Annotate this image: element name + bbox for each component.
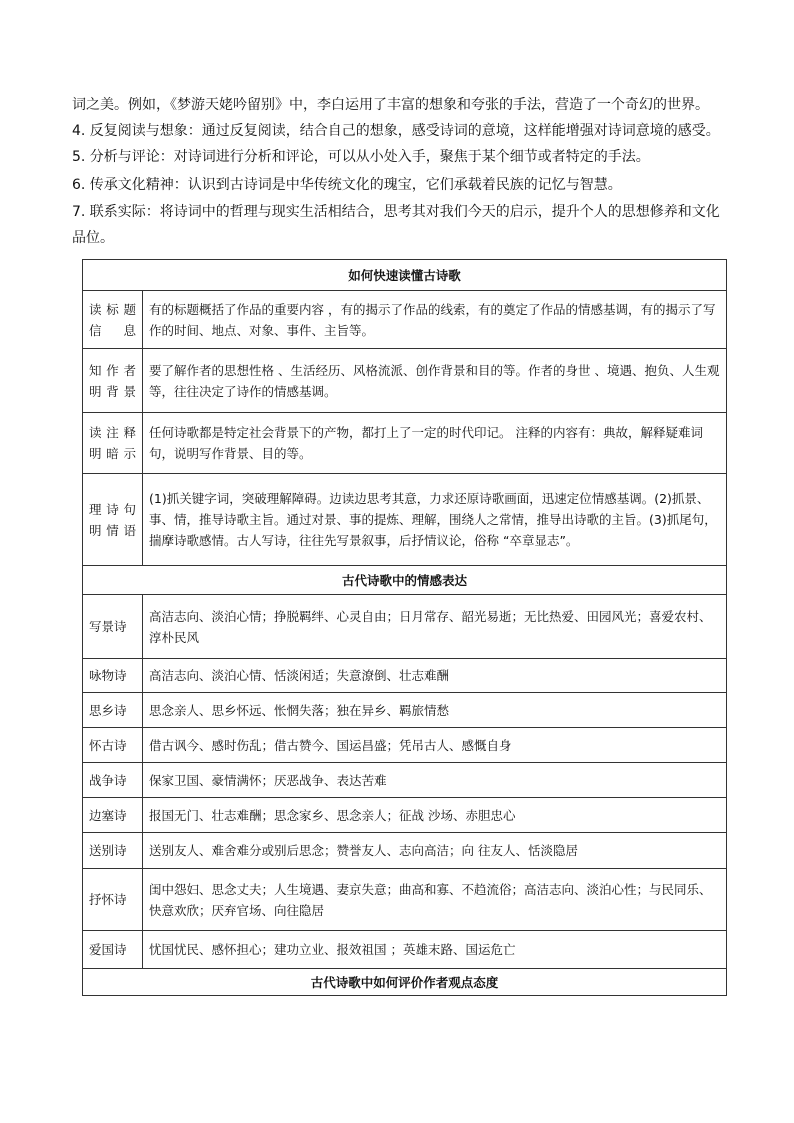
row-label: 抒怀诗 [83,869,143,931]
row-label: 怀古诗 [83,728,143,763]
row-content: 任何诗歌都是特定社会背景下的产物，都打上了一定的时代印记。 注释的内容有：典故，解释疑难词句，说明写作背景、目的等。 [143,413,727,474]
row-content: 要了解作者的思想性格 、生活经历、风格流派、创作背景和目的等。作者的身世 、境遇、抱负、人生观等，往往决定了诗作的情感基调。 [143,349,727,413]
table-row [83,763,727,798]
intro-paragraph: 词之美。例如，《梦游天姥吟留别》中，李白运用了丰富的想象和夸张的手法，营造了一个奇幻的世界。 [72,97,709,113]
row-content: 送别友人、难舍难分或别后思念；赞誉友人、志向高洁；向 往友人、恬淡隐居 [143,833,727,869]
row-content: 忧国忧民、感怀担心；建功立业、报效祖国 ；英雄末路、国运危亡 [143,931,727,969]
table-row [83,798,727,833]
section-title: 古代诗歌中的情感表达 [83,566,727,595]
table-section-header-row [83,566,727,595]
row-label: 写景诗 [83,595,143,659]
table-row [83,728,727,763]
row-content: (1)抓关键字词，突破理解障碍。边读边思考其意，力求还原诗歌画面，迅速定位情感基调。(2)抓景、事、情，推导诗歌主旨。通过对景、事的提炼、理解，围绕人之常情，推导出诗歌的主旨。(3)抓尾句，揣摩诗歌感情。古人写诗，往往先写景叙事，后抒情议论，俗称 “卒章显志”。 [143,474,727,566]
table-row [83,474,727,566]
row-content: 保家卫国、豪情满怀；厌恶战争、表达苦难 [143,763,727,798]
intro-paragraph: 4. 反复阅读与想象：通过反复阅读，结合自己的想象，感受诗词的意境，这样能增强对诗词意境的感受。 [72,123,720,139]
poetry-reading-table [82,259,727,996]
table-row [83,833,727,869]
table-row [83,291,727,349]
row-content: 高洁志向、淡泊心情；挣脱羁绊、心灵自由；日月常存、韶光易逝；无比热爱、田园风光；喜爱农村、淳朴民风 [143,595,727,659]
intro-paragraph: 6. 传承文化精神：认识到古诗词是中华传统文化的瑰宝，它们承载着民族的记忆与智慧。 [72,177,622,193]
row-label: 读注释明暗示 [83,413,143,474]
row-content: 闺中怨妇、思念丈夫；人生境遇、妻京失意；曲高和寡、不趋流俗；高洁志向、淡泊心性；与民同乐、快意欢欣；厌弃官场、向往隐居 [143,869,727,931]
table-section-header-row [83,969,727,996]
table-row [83,931,727,969]
row-label: 知作者明背景 [83,349,143,413]
row-label: 边塞诗 [83,798,143,833]
table-section-header-row [83,260,727,291]
row-label: 咏物诗 [83,659,143,693]
intro-paragraph: 7. 联系实际：将诗词中的哲理与现实生活相结合，思考其对我们今天的启示，提升个人的思想修养和文化品位。 [72,204,720,246]
row-content: 借古讽今、感时伤乱；借古赞今、国运昌盛；凭吊古人、感慨自身 [143,728,727,763]
table-row [83,659,727,693]
row-label: 送别诗 [83,833,143,869]
row-label: 读标题信息 [83,291,143,349]
table-row [83,413,727,474]
intro-paragraph: 5. 分析与评论：对诗词进行分析和评论，可以从小处入手，聚焦于某个细节或者特定的手法。 [72,149,650,165]
section-title: 古代诗歌中如何评价作者观点态度 [83,969,727,996]
section-title: 如何快速读懂古诗歌 [83,260,727,291]
table-row [83,693,727,728]
row-label: 爱国诗 [83,931,143,969]
row-label: 理诗句明情语 [83,474,143,566]
table-row [83,595,727,659]
row-content: 报国无门、壮志难酬；思念家乡、思念亲人；征战 沙场、赤胆忠心 [143,798,727,833]
row-label: 战争诗 [83,763,143,798]
row-content: 有的标题概括了作品的重要内容 ，有的揭示了作品的线索，有的奠定了作品的情感基调，有的揭示了写作的时间、地点、对象、事件、主旨等。 [143,291,727,349]
table-row [83,869,727,931]
row-content: 高洁志向、淡泊心情、恬淡闲适；失意潦倒、壮志难酬 [143,659,727,693]
table-row [83,349,727,413]
row-content: 思念亲人、思乡怀远、怅惘失落；独在异乡、羁旅情愁 [143,693,727,728]
row-label: 思乡诗 [83,693,143,728]
